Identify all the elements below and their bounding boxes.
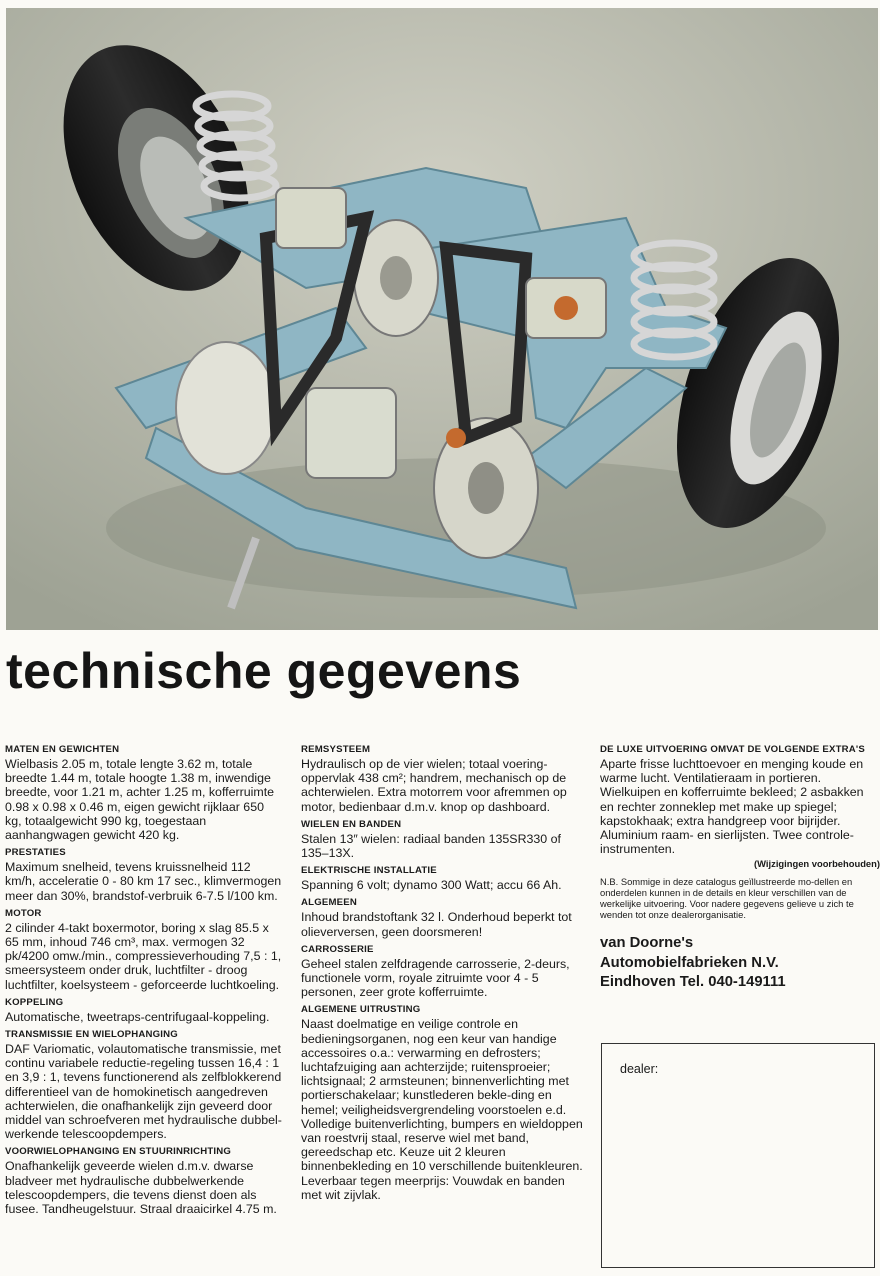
section-heading: ALGEMENE UITRUSTING xyxy=(301,1004,421,1016)
section-text: Spanning 6 volt; dynamo 300 Watt; accu 66 Ah. xyxy=(301,878,562,893)
section-text: Wielbasis 2.05 m, totale lengte 3.62 m, totale breedte 1.44 m, totale hoogte 1.38 m, inwendige breedte, voor 1.21 m, achter 1.25 m, kofferruimte 0.98 x 0.98 x 0.46 m, eigen gewicht rijklaar 650 kg, totaalgewicht 990 kg, toegestaan aanhangwagen gewicht 420 kg. xyxy=(5,757,275,843)
spec-section xyxy=(5,1029,282,1141)
company-address xyxy=(600,934,880,993)
company-line: Eindhoven Tel. 040-149111 xyxy=(600,974,786,991)
section-heading: PRESTATIES xyxy=(5,847,66,859)
spec-column-right xyxy=(600,744,880,993)
spec-section xyxy=(5,908,282,992)
company-line: van Doorne's xyxy=(600,935,694,952)
section-heading: DE LUXE UITVOERING OMVAT DE VOLGENDE EXTRA'S xyxy=(600,744,865,755)
dealer-stamp-box xyxy=(601,1043,875,1268)
spec-section xyxy=(301,819,583,860)
section-text: 2 cilinder 4-takt boxermotor, boring x slag 85.5 x 65 mm, inhoud 746 cm³, max. vermogen 32 pk/4200 omw./min., compressieverhouding 7,5 : 1, smeersysteem onder druk, luchtfilter - droog luchtfilter, koelsysteem - geforceerde luchtkoeling. xyxy=(5,920,282,992)
spec-column-left xyxy=(5,744,282,1221)
section-text: Naast doelmatige en veilige controle en bedieningsorganen, nog een keur van handige accessoires o.a.: verwarming en defrosters; luchtafzuiging aan achterzijde; ruitensproeier; lichtsignaal; 2 armsteunen; binnenverlichting met portierschakelaar; kunstlederen bekle-ding en hemel; veiligheidsvergrendeling voorstoelen e.d. Volledige buitenverlichting, bumpers en wieldoppen van roestvrij staal, reserve wiel met band, gereedschap etc. Keuze uit 2 kleuren binnenbekleding en 10 verschillende buitenkleuren. Leverbaar tegen meerprijs: Vouwdak en banden met wit zijvlak. xyxy=(301,1017,583,1202)
chassis-illustration xyxy=(6,8,878,630)
section-heading: REMSYSTEEM xyxy=(301,744,371,755)
spec-section xyxy=(301,744,583,814)
section-heading: VOORWIELOPHANGING EN STUURINRICHTING xyxy=(5,1146,232,1158)
section-text: Aparte frisse luchttoevoer en menging koude en warme lucht. Ventilatieraam in portieren. Wielkuipen en kofferruimte bekleed; 2 asbakken en rechter zonneklep met make up spiegel; kapstokhaak; extra handgreep voor bijrijder. Aluminium raam- en sierlijsten. Twee controle-instrumenten. xyxy=(600,757,864,857)
spec-section xyxy=(5,847,282,903)
spec-section xyxy=(5,744,282,842)
section-heading: TRANSMISSIE EN WIELOPHANGING xyxy=(5,1029,178,1041)
section-heading: WIELEN EN BANDEN xyxy=(301,818,402,830)
section-text: Inhoud brandstoftank 32 l. Onderhoud beperkt tot olieverversen, geen doorsmeren! xyxy=(301,910,572,939)
section-text: Geheel stalen zelfdragende carrosserie, 2-deurs, functionele vorm, royale zitruimte voor 4 - 5 personen, zeer grote kofferruimte. xyxy=(301,956,570,1000)
section-text: Stalen 13″ wielen: radiaal banden 135SR330 of 135–13X. xyxy=(301,831,561,861)
section-heading: ALGEMEEN xyxy=(301,897,357,909)
section-text: Hydraulisch op de vier wielen; totaal voering-oppervlak 438 cm²; handrem, mechanisch op de achterwielen. Extra motorrem voor afremmen op motor, bedienbaar d.m.v. knop op dashboard. xyxy=(301,757,567,814)
section-text: Automatische, tweetraps-centrifugaal-koppeling. xyxy=(5,1009,270,1024)
disclaimer-note: (Wijzigingen voorbehouden) xyxy=(754,858,880,870)
section-text: Maximum snelheid, tevens kruissnelheid 112 km/h, acceleratie 0 - 80 km 17 sec., klimvermogen meer dan 30%, brandstof-verbruik 6-7.5 l/100 km. xyxy=(5,860,282,903)
section-text: DAF Variomatic, volautomatische transmissie, met continu variabele reductie-regeling tussen 16,4 : 1 en 3,9 : 1, tevens functionerend als zelfblokkerend differentieel van de homokinetisch aangedreven achterwielen, die onafhankelijk zijn geveerd door middel van schroefveren met hydraulische dubbel-werkende telescoopdempers. xyxy=(5,1042,282,1142)
section-heading: KOPPELING xyxy=(5,996,64,1008)
spec-section xyxy=(5,1146,282,1216)
deluxe-section xyxy=(600,744,880,920)
page-title: technische gegevens xyxy=(6,643,522,699)
section-heading: CARROSSERIE xyxy=(301,943,374,955)
section-heading: ELEKTRISCHE INSTALLATIE xyxy=(301,865,437,877)
nb-note: N.B. Sommige in deze catalogus geïllustreerde mo-dellen en onderdelen kunnen in de details en kleur verschillen van de werkelijke uitvoering. Voor nadere gegevens gelieve u zich te wenden tot onze dealerorganisatie. xyxy=(600,876,854,921)
spec-section xyxy=(5,997,282,1024)
spec-section xyxy=(301,897,583,938)
section-heading: MOTOR xyxy=(5,907,42,919)
spec-column-middle xyxy=(301,744,583,1207)
section-text: Onafhankelijk geveerde wielen d.m.v. dwarse bladveer met hydraulische dubbelwerkende telescoopdempers, die tevens dienst doen als fusee. Tandheugelstuur. Straal draaicirkel 4.75 m. xyxy=(5,1159,277,1217)
spec-section xyxy=(301,944,583,1000)
section-heading: MATEN EN GEWICHTEN xyxy=(5,744,120,755)
dealer-label: dealer: xyxy=(620,1062,659,1076)
spec-section xyxy=(301,865,583,892)
chassis-photo xyxy=(6,8,878,630)
spec-section xyxy=(301,1004,583,1202)
company-line: Automobielfabrieken N.V. xyxy=(600,954,779,971)
